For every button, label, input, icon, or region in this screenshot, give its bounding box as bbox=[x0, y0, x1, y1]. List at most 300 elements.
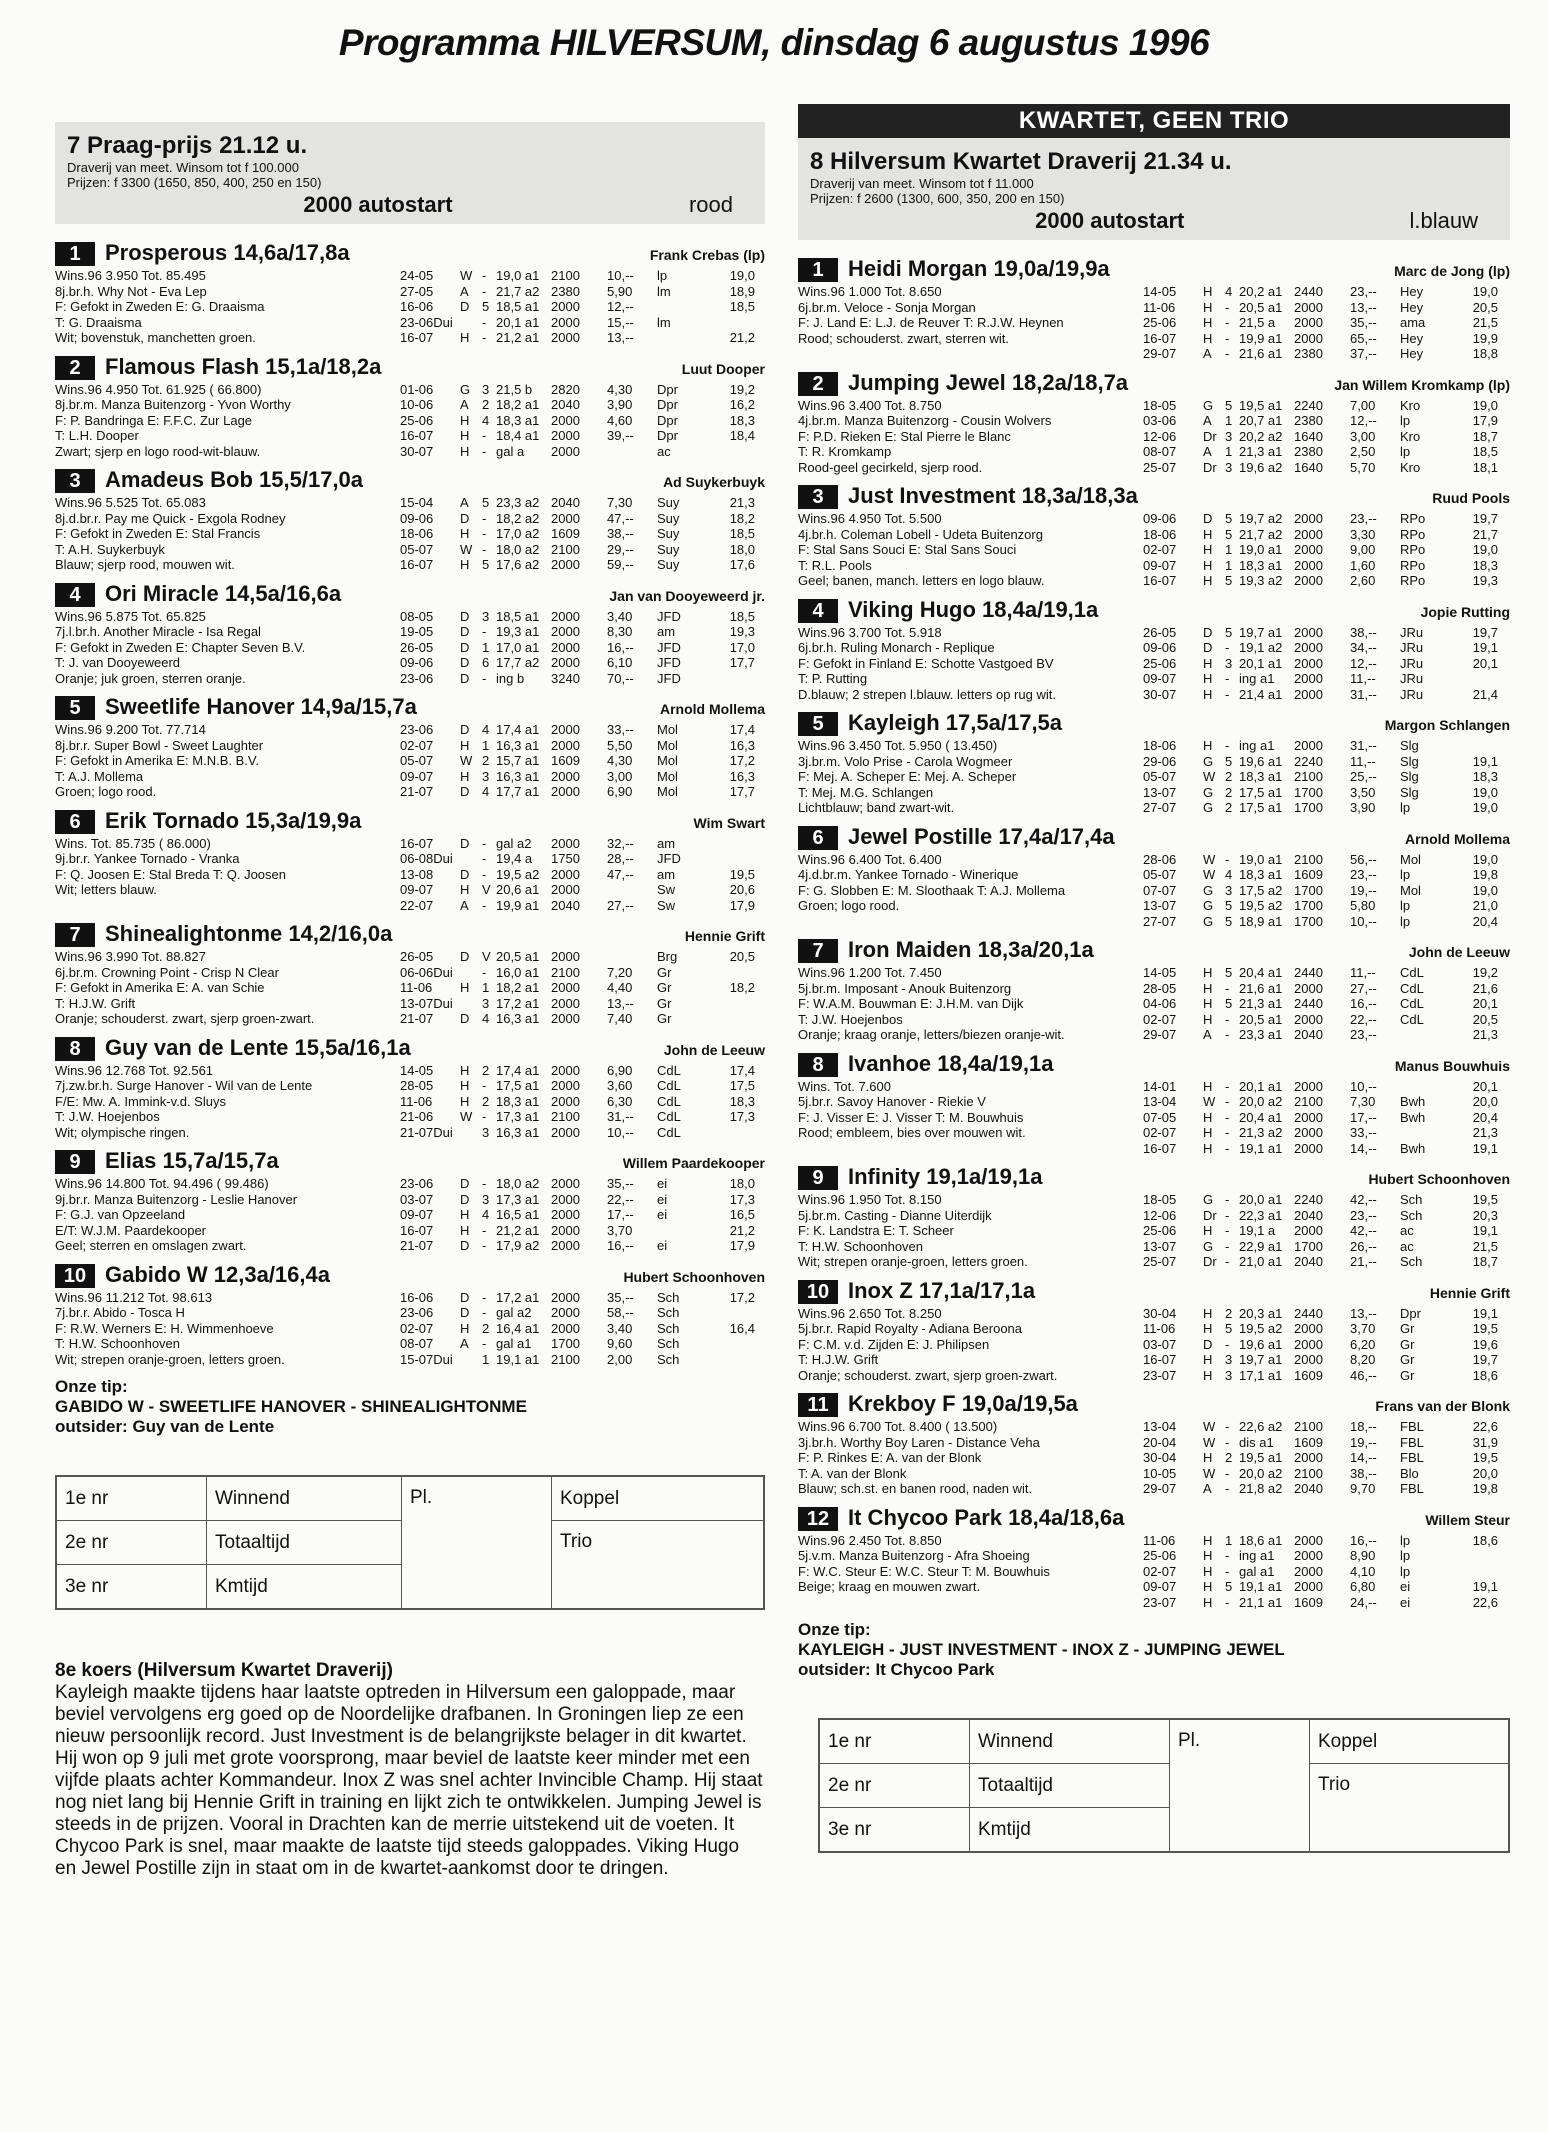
form-cell: 26,-- bbox=[1350, 1238, 1377, 1254]
horse-header bbox=[55, 240, 765, 268]
form-cell: 2000 bbox=[1294, 573, 1323, 588]
form-cell: 16,-- bbox=[1350, 1532, 1377, 1548]
horse-name: Ori Miracle 14,5a/16,6a bbox=[105, 580, 342, 606]
form-cell: 19,5 bbox=[729, 866, 755, 882]
form-cell: 13-07 bbox=[1143, 784, 1177, 800]
form-cell: - bbox=[482, 283, 487, 299]
horse-info-line: Wins.96 3.400 Tot. 8.750 bbox=[798, 397, 942, 413]
form-cell: 3,40 bbox=[607, 1320, 633, 1336]
horse-form bbox=[400, 949, 765, 1027]
form-cell: - bbox=[482, 314, 487, 330]
form-cell: 13-07 bbox=[1143, 898, 1177, 913]
form-cell: 2100 bbox=[551, 268, 580, 283]
form-row bbox=[400, 413, 765, 429]
form-cell: Suy bbox=[657, 557, 680, 572]
form-cell: 09-06 bbox=[1143, 640, 1177, 655]
form-cell: 25-06 bbox=[1143, 1548, 1177, 1563]
horse-info bbox=[798, 965, 1143, 1043]
form-cell: 19,0 a1 bbox=[1239, 542, 1283, 557]
form-cell: D bbox=[460, 866, 470, 882]
form-cell: 30-04 bbox=[1143, 1450, 1177, 1465]
form-cell: 2100 bbox=[1294, 1419, 1323, 1434]
horse-info-line: Wins.96 2.650 Tot. 8.250 bbox=[798, 1305, 942, 1321]
form-cell bbox=[1452, 1548, 1498, 1564]
form-cell: 21,5 b bbox=[496, 381, 533, 397]
form-cell: 2000 bbox=[1294, 738, 1323, 753]
horse-form bbox=[400, 268, 765, 346]
form-cell: 17,4 a1 bbox=[496, 1062, 540, 1078]
form-cell: 18,5 bbox=[1472, 444, 1498, 459]
form-cell: 21,2 a1 bbox=[496, 330, 540, 345]
form-cell: ei bbox=[657, 1238, 668, 1253]
form-cell: H bbox=[1203, 526, 1213, 542]
form-cell: 18,7 bbox=[1472, 1254, 1498, 1269]
form-cell: Gr bbox=[1400, 1367, 1415, 1383]
horse-info-line: F: Gefokt in Zweden E: G. Draaisma bbox=[55, 299, 265, 314]
form-cell: 19,1 bbox=[1472, 640, 1498, 655]
form-cell: 11,-- bbox=[1350, 965, 1376, 980]
form-row bbox=[1143, 1368, 1510, 1384]
form-cell: 6,90 bbox=[607, 784, 633, 799]
horse-form bbox=[400, 1063, 765, 1141]
horse-driver: John de Leeuw bbox=[663, 1041, 765, 1058]
horse-details bbox=[55, 268, 765, 346]
form-cell: 19,1 a bbox=[1239, 1223, 1276, 1238]
form-cell: 07-05 bbox=[1143, 1109, 1177, 1125]
horse-entry bbox=[798, 256, 1510, 362]
form-cell: 18-06 bbox=[1143, 738, 1177, 753]
form-cell: Sch bbox=[657, 1289, 680, 1305]
horse-info-line: Wins.96 5.875 Tot. 65.825 bbox=[55, 608, 206, 624]
form-cell: 16-06 bbox=[400, 1289, 434, 1305]
form-cell bbox=[709, 1125, 755, 1141]
form-row bbox=[1143, 769, 1510, 785]
horse-driver: Jan Willem Kromkamp (lp) bbox=[1334, 376, 1510, 393]
form-row bbox=[400, 769, 765, 785]
form-cell: FBL bbox=[1400, 1450, 1424, 1465]
form-cell: 18,5 a1 bbox=[496, 608, 540, 624]
form-cell: 3 bbox=[1225, 655, 1233, 671]
form-cell: 3,40 bbox=[607, 608, 633, 624]
outsider-text: outsider: It Chycoo Park bbox=[798, 1660, 995, 1679]
form-cell: - bbox=[1225, 1336, 1230, 1352]
form-cell: 17,6 a2 bbox=[496, 557, 540, 572]
form-cell: 20,0 a1 bbox=[1239, 1192, 1283, 1207]
horse-info-line: 5j.v.m. Manza Buitenzorg - Afra Shoeing bbox=[798, 1548, 1030, 1563]
form-cell: 35,-- bbox=[607, 1176, 634, 1191]
horse-details bbox=[798, 965, 1510, 1043]
form-cell: 2380 bbox=[1294, 346, 1323, 361]
horse-info-line: Wins.96 3.450 Tot. 5.950 ( 13.450) bbox=[798, 738, 998, 753]
form-cell: RPo bbox=[1400, 511, 1426, 526]
form-row bbox=[400, 1207, 765, 1223]
form-cell: 1 bbox=[1225, 444, 1233, 459]
form-cell: 2000 bbox=[551, 995, 580, 1011]
form-cell: 2000 bbox=[1294, 511, 1323, 526]
form-cell: 2 bbox=[1225, 1305, 1233, 1321]
horse-details bbox=[798, 1079, 1510, 1157]
race-7-prizes: Prijzen: f 3300 (1650, 850, 400, 250 en 150) bbox=[67, 175, 322, 190]
form-cell: 19,7 bbox=[1472, 511, 1498, 526]
form-cell: 27,-- bbox=[1350, 980, 1377, 996]
form-cell: 02-07 bbox=[400, 737, 434, 753]
form-cell: 22,6 a2 bbox=[1239, 1419, 1283, 1434]
horse-header bbox=[798, 1164, 1510, 1192]
form-cell: 2000 bbox=[551, 1124, 580, 1140]
form-row bbox=[1143, 1352, 1510, 1368]
form-cell: 22,6 bbox=[1472, 1419, 1498, 1434]
form-cell bbox=[709, 851, 755, 867]
form-row bbox=[400, 1176, 765, 1192]
form-cell: 2000 bbox=[551, 1207, 580, 1222]
horse-form bbox=[1143, 511, 1510, 589]
form-cell: 5,80 bbox=[1350, 898, 1376, 913]
race-7-header bbox=[55, 122, 765, 224]
horse-header bbox=[798, 1278, 1510, 1306]
form-cell: 18,5 bbox=[729, 526, 755, 541]
form-cell: 23-07 bbox=[1143, 1367, 1177, 1383]
form-cell: A bbox=[460, 397, 469, 412]
form-row bbox=[1143, 542, 1510, 558]
form-cell: 4,30 bbox=[607, 381, 633, 397]
form-cell: 23,3 a1 bbox=[1239, 1027, 1283, 1042]
form-row bbox=[1143, 1027, 1510, 1043]
horse-entry bbox=[798, 483, 1510, 589]
form-row bbox=[400, 444, 765, 460]
form-cell: ing a1 bbox=[1239, 671, 1275, 686]
form-cell: 4,10 bbox=[1350, 1563, 1376, 1579]
horse-header bbox=[798, 710, 1510, 738]
form-cell: 18,3 a1 bbox=[496, 412, 540, 428]
form-cell: H bbox=[460, 1320, 470, 1336]
form-cell: 19,0 bbox=[1472, 542, 1498, 557]
form-cell: Gr bbox=[657, 995, 672, 1011]
form-cell: 37,-- bbox=[1350, 346, 1377, 361]
race-7-conditions: Draverij van meet. Winsom tot f 100.000 bbox=[67, 160, 299, 175]
form-cell: Sch bbox=[1400, 1192, 1423, 1207]
form-cell: 21,3 bbox=[1472, 1125, 1498, 1140]
form-cell: 2000 bbox=[551, 557, 580, 572]
form-cell: Mol bbox=[657, 784, 678, 799]
horse-info-line: Wins. Tot. 85.735 ( 86.000) bbox=[55, 835, 211, 851]
form-cell: 20,5 a1 bbox=[496, 949, 540, 964]
form-cell: 4 bbox=[482, 784, 490, 799]
form-cell: D bbox=[460, 835, 470, 851]
form-cell: 19,6 a1 bbox=[1239, 753, 1283, 769]
form-cell: 12,-- bbox=[1350, 655, 1377, 671]
form-cell: 19,4 a bbox=[496, 851, 533, 866]
form-cell: H bbox=[1203, 1223, 1213, 1238]
form-cell: 5,70 bbox=[1350, 459, 1376, 475]
form-cell: 2000 bbox=[551, 1238, 580, 1253]
form-cell: 22-07 bbox=[400, 897, 434, 913]
form-row bbox=[1143, 1450, 1510, 1466]
form-cell: 9,00 bbox=[1350, 542, 1376, 557]
form-cell: H bbox=[460, 412, 470, 428]
form-cell: 19,0 bbox=[1472, 800, 1498, 815]
horse-entry bbox=[55, 1262, 765, 1368]
form-cell: 31,-- bbox=[1350, 686, 1377, 702]
horse-entry bbox=[798, 937, 1510, 1043]
form-row bbox=[1143, 511, 1510, 527]
form-cell: 24-05 bbox=[400, 268, 434, 283]
form-row bbox=[1143, 738, 1510, 754]
form-cell: 18,5 a1 bbox=[496, 299, 540, 314]
form-cell: 19,6 a2 bbox=[1239, 459, 1283, 475]
form-cell: - bbox=[1225, 1011, 1230, 1027]
form-cell: H bbox=[1203, 557, 1213, 573]
form-cell: 21,2 bbox=[729, 330, 755, 345]
form-cell: 31,-- bbox=[1350, 738, 1377, 753]
form-cell: H bbox=[460, 1093, 470, 1109]
form-cell: H bbox=[1203, 1532, 1213, 1548]
form-row bbox=[1143, 300, 1510, 316]
horse-info-line: F: J. Land E: L.J. de Reuver T: R.J.W. Heynen bbox=[798, 315, 1064, 330]
form-cell: Sch bbox=[1400, 1207, 1423, 1223]
form-cell: H bbox=[1203, 299, 1213, 315]
form-cell: 3,90 bbox=[1350, 800, 1376, 815]
form-cell: 38,-- bbox=[1350, 624, 1377, 640]
form-cell: 2,50 bbox=[1350, 444, 1376, 459]
form-cell: 16-07 bbox=[1143, 573, 1177, 588]
horse-info-line: F/E: Mw. A. Immink-v.d. Sluys bbox=[55, 1093, 226, 1109]
form-cell: 4,60 bbox=[607, 412, 633, 428]
form-cell: - bbox=[482, 510, 487, 526]
form-cell: 09-06 bbox=[1143, 511, 1177, 526]
form-cell: H bbox=[1203, 980, 1213, 996]
form-cell: 2000 bbox=[551, 428, 580, 443]
form-cell: 2,00 bbox=[607, 1351, 633, 1367]
form-cell: CdL bbox=[657, 1078, 681, 1093]
form-cell: 20,0 bbox=[1472, 1094, 1498, 1109]
form-cell: 03-07 bbox=[1143, 1336, 1177, 1352]
form-cell: 26-05 bbox=[1143, 624, 1177, 640]
form-cell: ing a1 bbox=[1239, 738, 1275, 753]
form-cell: 14-05 bbox=[400, 1062, 434, 1078]
form-row bbox=[400, 1336, 765, 1352]
form-cell: H bbox=[460, 1222, 470, 1238]
horse-header bbox=[55, 1262, 765, 1290]
form-cell: 2000 bbox=[551, 608, 580, 624]
horse-details bbox=[798, 511, 1510, 589]
horse-info-line: Wins. Tot. 7.600 bbox=[798, 1078, 891, 1094]
horse-header bbox=[798, 370, 1510, 398]
horse-entry bbox=[798, 824, 1510, 930]
form-cell: 21,4 a1 bbox=[1239, 686, 1283, 702]
form-cell: RPo bbox=[1400, 557, 1426, 573]
form-cell: 14,-- bbox=[1350, 1140, 1377, 1156]
form-cell: 2 bbox=[1225, 1450, 1233, 1465]
horse-info-line: 7j.l.br.h. Another Miracle - Isa Regal bbox=[55, 624, 261, 639]
horse-info bbox=[798, 1306, 1143, 1384]
horse-number: 5 bbox=[55, 696, 95, 720]
form-cell: 1609 bbox=[1294, 1434, 1323, 1450]
form-cell: H bbox=[1203, 542, 1213, 557]
horse-header bbox=[798, 483, 1510, 511]
horse-entry bbox=[798, 1278, 1510, 1384]
form-cell: 19,5 a1 bbox=[1239, 397, 1283, 413]
horse-info-line: T: J.W. Hoejenbos bbox=[55, 1109, 160, 1124]
form-cell: - bbox=[1225, 1192, 1230, 1207]
form-row bbox=[1143, 1208, 1510, 1224]
form-cell: - bbox=[1225, 671, 1230, 686]
form-cell: gal a1 bbox=[1239, 1563, 1275, 1579]
form-row bbox=[1143, 1595, 1510, 1611]
form-cell: 09-07 bbox=[1143, 1579, 1177, 1594]
horse-driver: Wim Swart bbox=[693, 814, 765, 831]
form-cell: A bbox=[460, 283, 469, 299]
form-cell: 17,4 a1 bbox=[496, 722, 540, 737]
form-cell: D bbox=[1203, 511, 1213, 526]
horse-info-line: 4j.d.br.m. Yankee Tornado - Winerique bbox=[798, 867, 1019, 882]
form-cell: D bbox=[460, 510, 470, 526]
form-cell: 2040 bbox=[1294, 1481, 1323, 1496]
form-cell: 2000 bbox=[551, 1011, 580, 1026]
horse-details bbox=[798, 738, 1510, 816]
race-8-header bbox=[798, 138, 1510, 240]
horse-info-line: 6j.br.m. Veloce - Sonja Morgan bbox=[798, 299, 976, 315]
form-cell: 2000 bbox=[551, 624, 580, 639]
form-cell: 3,00 bbox=[607, 768, 633, 784]
form-cell: 30-04 bbox=[1143, 1305, 1177, 1321]
form-row bbox=[1143, 1079, 1510, 1095]
form-row bbox=[400, 542, 765, 558]
form-cell: 1 bbox=[482, 980, 490, 995]
horse-header bbox=[798, 1391, 1510, 1419]
form-cell: 20,4 a1 bbox=[1239, 965, 1283, 980]
form-cell: 18-06 bbox=[1143, 526, 1177, 542]
horse-driver: Hubert Schoonhoven bbox=[1368, 1171, 1510, 1187]
form-cell: D bbox=[460, 949, 470, 964]
horse-driver: Willem Steur bbox=[1425, 1511, 1510, 1528]
form-row bbox=[400, 722, 765, 738]
form-row bbox=[400, 980, 765, 996]
form-cell: 56,-- bbox=[1350, 851, 1377, 867]
form-cell: 19,8 bbox=[1472, 867, 1498, 882]
form-cell: 23,-- bbox=[1350, 511, 1377, 526]
result-r3: 3e nr bbox=[820, 1808, 970, 1852]
form-cell: 2000 bbox=[1294, 1321, 1323, 1336]
form-cell: 2000 bbox=[551, 722, 580, 737]
form-cell: 13-04 bbox=[1143, 1419, 1177, 1434]
form-cell: H bbox=[1203, 330, 1213, 346]
form-cell: 3 bbox=[1225, 459, 1233, 475]
form-cell: 18,5 bbox=[729, 608, 755, 624]
horse-name: Ivanhoe 18,4a/19,1a bbox=[848, 1050, 1054, 1076]
horse-name: Jewel Postille 17,4a/17,4a bbox=[848, 823, 1115, 849]
form-cell: 30-07 bbox=[400, 443, 434, 459]
form-cell: 5 bbox=[1225, 996, 1233, 1011]
horse-form bbox=[400, 836, 765, 914]
form-cell: 2000 bbox=[551, 443, 580, 459]
form-cell: 2000 bbox=[551, 1093, 580, 1109]
form-cell bbox=[460, 1352, 482, 1368]
horse-info-line: 7j.zw.br.h. Surge Hanover - Wil van de Lente bbox=[55, 1078, 313, 1093]
form-cell: - bbox=[1225, 1465, 1230, 1481]
form-cell: - bbox=[482, 1078, 487, 1093]
form-cell: 06-06Dui bbox=[400, 964, 453, 980]
form-cell: 21,-- bbox=[1350, 1254, 1377, 1269]
form-cell: gal a2 bbox=[496, 835, 532, 851]
form-cell: 31,-- bbox=[607, 1109, 634, 1124]
form-row bbox=[400, 1125, 765, 1141]
form-cell: 12-06 bbox=[1143, 1207, 1177, 1223]
horse-header bbox=[55, 921, 765, 949]
form-cell: 11-06 bbox=[400, 980, 433, 995]
form-cell: 09-06 bbox=[400, 510, 434, 526]
form-cell: 21,6 a1 bbox=[1239, 980, 1283, 996]
form-cell: 18,8 bbox=[1472, 346, 1498, 361]
race-8-prizes: Prijzen: f 2600 (1300, 600, 350, 200 en 150) bbox=[810, 191, 1065, 206]
horse-number: 8 bbox=[798, 1053, 838, 1077]
form-cell: Hey bbox=[1400, 330, 1424, 346]
form-cell bbox=[1452, 671, 1498, 687]
form-cell: 10,-- bbox=[1350, 1078, 1377, 1094]
horse-info-line: Blauw; sjerp rood, mouwen wit. bbox=[55, 557, 235, 572]
form-cell: 1640 bbox=[1294, 428, 1323, 444]
form-row bbox=[1143, 1012, 1510, 1028]
form-cell: 2000 bbox=[551, 1222, 580, 1238]
form-cell: 18,0 bbox=[729, 541, 755, 557]
form-cell bbox=[1400, 1125, 1452, 1141]
form-cell: 4 bbox=[482, 1011, 490, 1026]
form-cell: - bbox=[482, 670, 487, 686]
form-cell: 12,-- bbox=[1350, 413, 1377, 428]
form-cell: - bbox=[1225, 315, 1230, 330]
form-cell: 17,7 a1 bbox=[496, 784, 540, 799]
form-cell: 17,1 a1 bbox=[1239, 1367, 1283, 1383]
form-cell: 42,-- bbox=[1350, 1223, 1377, 1238]
form-cell: A bbox=[460, 897, 469, 913]
form-cell: A bbox=[1203, 444, 1212, 459]
form-cell: H bbox=[1203, 655, 1213, 671]
form-cell: 21,3 bbox=[1472, 1027, 1498, 1042]
result-r3: 3e nr bbox=[57, 1565, 207, 1609]
form-cell: W bbox=[1203, 851, 1216, 867]
horse-number: 2 bbox=[798, 372, 838, 396]
outsider-text: outsider: Guy van de Lente bbox=[55, 1417, 275, 1436]
form-cell: 21,7 a2 bbox=[496, 283, 540, 299]
form-cell: - bbox=[1225, 1094, 1230, 1109]
horse-info-line: 8j.br.r. Super Bowl - Sweet Laughter bbox=[55, 737, 264, 753]
horse-name: Guy van de Lente 15,5a/16,1a bbox=[105, 1034, 411, 1060]
horse-info-line: 5j.br.r. Savoy Hanover - Riekie V bbox=[798, 1094, 986, 1109]
form-row bbox=[400, 1223, 765, 1239]
horse-info bbox=[55, 722, 400, 800]
form-cell: H bbox=[460, 1207, 470, 1222]
form-cell: am bbox=[657, 624, 676, 639]
horse-details bbox=[798, 1192, 1510, 1270]
form-cell: 19,1 bbox=[1472, 1223, 1498, 1238]
form-cell: 17,6 bbox=[729, 557, 755, 572]
form-cell: 21,3 a1 bbox=[1239, 996, 1283, 1011]
form-row bbox=[400, 495, 765, 511]
horse-form bbox=[400, 495, 765, 573]
form-cell: 19,1 a1 bbox=[1239, 1579, 1283, 1594]
form-cell: 2000 bbox=[1294, 1011, 1323, 1027]
form-cell: 23-06 bbox=[400, 1305, 434, 1320]
form-cell: 16,3 a1 bbox=[496, 737, 540, 753]
horse-driver: Frank Crebas (lp) bbox=[649, 247, 765, 263]
horse-header bbox=[55, 1035, 765, 1063]
form-cell: Slg bbox=[1400, 784, 1419, 800]
form-cell: 17,2 bbox=[729, 1289, 755, 1305]
horse-info-line: 6j.br.m. Crowning Point - Crisp N Clear bbox=[55, 964, 279, 980]
form-cell: FBL bbox=[1400, 1481, 1424, 1496]
form-cell: 2100 bbox=[551, 1351, 580, 1367]
horse-driver: Luut Dooper bbox=[681, 360, 765, 377]
form-cell: 5 bbox=[1225, 753, 1233, 769]
